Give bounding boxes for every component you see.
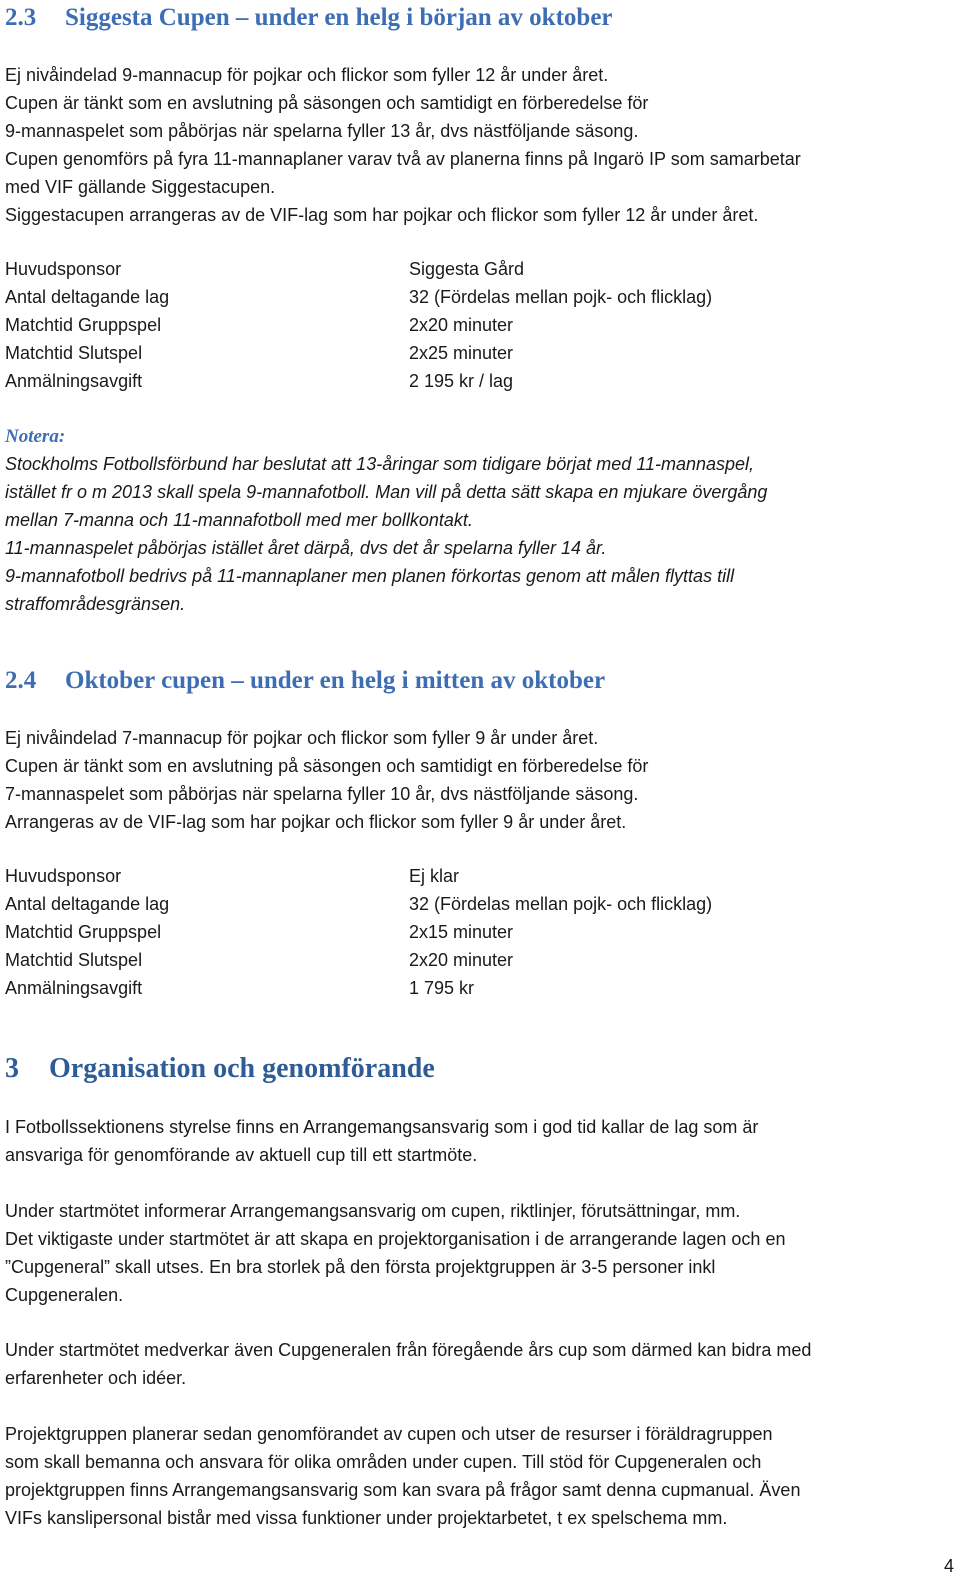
paragraph-line: projektgruppen finns Arrangemangsansvarig som kan svara på frågor samt denna cupmanual. Även	[5, 1480, 801, 1500]
fact-row	[5, 890, 945, 918]
sec24-intro	[5, 724, 648, 836]
note-line: 9-mannafotboll bedrivs på 11-mannaplaner men planen förkortas genom att målen flyttas till	[5, 566, 735, 586]
page-number: 4	[943, 1556, 954, 1576]
fact-label: Matchtid Gruppspel	[5, 922, 162, 942]
fact-value: 32 (Fördelas mellan pojk- och flicklag)	[409, 894, 713, 914]
sec23-intro	[5, 61, 801, 229]
sec23-facts	[5, 255, 945, 395]
fact-row	[5, 283, 945, 311]
heading-title: Siggesta Cupen – under en helg i början av oktober	[65, 4, 613, 31]
fact-label: Anmälningsavgift	[5, 978, 143, 998]
fact-row	[5, 339, 945, 367]
note-line: mellan 7-manna och 11-mannafotboll med mer bollkontakt.	[5, 510, 473, 530]
fact-row	[5, 367, 945, 395]
fact-value: 2x20 minuter	[409, 315, 514, 335]
note-line: Stockholms Fotbollsförbund har beslutat att 13-åringar som tidigare börjat med 11-mannaspel,	[5, 454, 755, 474]
fact-value: 2x20 minuter	[409, 950, 514, 970]
fact-label: Antal deltagande lag	[5, 894, 170, 914]
paragraph-line: Cupen är tänkt som en avslutning på säsongen och samtidigt en förberedelse för	[5, 93, 649, 113]
paragraph-line: Under startmötet informerar Arrangemangsansvarig om cupen, riktlinjer, förutsättningar, mm.	[5, 1201, 741, 1221]
note-line: 11-mannaspelet påbörjas istället året därpå, dvs det år spelarna fyller 14 år.	[5, 538, 607, 558]
paragraph-line: med VIF gällande Siggestacupen.	[5, 177, 276, 197]
fact-label: Anmälningsavgift	[5, 371, 143, 391]
fact-row	[5, 974, 945, 1002]
fact-value: 2x25 minuter	[409, 343, 514, 363]
heading-2-3	[5, 3, 613, 33]
paragraph-line: Det viktigaste under startmötet är att skapa en projektorganisation i de arrangerande lagen och en	[5, 1229, 786, 1249]
fact-value: 1 795 kr	[409, 978, 475, 998]
fact-label: Antal deltagande lag	[5, 287, 170, 307]
paragraph-line: Cupen är tänkt som en avslutning på säsongen och samtidigt en förberedelse för	[5, 756, 649, 776]
fact-row	[5, 862, 945, 890]
fact-row	[5, 918, 945, 946]
fact-label: Matchtid Slutspel	[5, 950, 143, 970]
heading-title: Oktober cupen – under en helg i mitten av oktober	[65, 667, 606, 694]
paragraph-line: Ej nivåindelad 7-mannacup för pojkar och flickor som fyller 9 år under året.	[5, 728, 599, 748]
sec3-paragraph-2	[5, 1197, 785, 1309]
paragraph-line: Ej nivåindelad 9-mannacup för pojkar och flickor som fyller 12 år under året.	[5, 65, 609, 85]
paragraph-line: I Fotbollssektionens styrelse finns en Arrangemangsansvarig som i god tid kallar de lag som är	[5, 1117, 759, 1137]
heading-title: Organisation och genomförande	[49, 1053, 435, 1084]
note-line: istället fr o m 2013 skall spela 9-mannafotboll. Man vill på detta sätt skapa en mjukare övergång	[5, 482, 768, 502]
paragraph-line: Siggestacupen arrangeras av de VIF-lag som har pojkar och flickor som fyller 12 år under året.	[5, 205, 759, 225]
paragraph-line: 9-mannaspelet som påbörjas när spelarna fyller 13 år, dvs nästföljande säsong.	[5, 121, 639, 141]
paragraph-line: erfarenheter och idéer.	[5, 1368, 187, 1388]
paragraph-line: 7-mannaspelet som påbörjas när spelarna fyller 10 år, dvs nästföljande säsong.	[5, 784, 639, 804]
fact-row	[5, 255, 945, 283]
heading-2-4	[5, 666, 605, 696]
fact-value: Ej klar	[409, 866, 460, 886]
paragraph-line: som skall bemanna och ansvara för olika områden under cupen. Till stöd för Cupgeneralen och	[5, 1452, 762, 1472]
heading-number: 3	[5, 1053, 19, 1084]
heading-3	[5, 1052, 435, 1086]
fact-label: Huvudsponsor	[5, 259, 122, 279]
paragraph-line: VIFs kanslipersonal bistår med vissa funktioner under projektarbetet, t ex spelschema mm.	[5, 1508, 728, 1528]
sec3-paragraph-3	[5, 1336, 811, 1392]
sec24-facts	[5, 862, 945, 1002]
heading-number: 2.4	[5, 667, 37, 694]
fact-row	[5, 311, 945, 339]
paragraph-line: ”Cupgeneral” skall utses. En bra storlek på den första projektgruppen är 3-5 personer inkl	[5, 1257, 716, 1277]
sec23-note	[5, 450, 767, 618]
note-label: Notera:	[5, 426, 66, 447]
fact-value: 2 195 kr / lag	[409, 371, 514, 391]
paragraph-line: Under startmötet medverkar även Cupgeneralen från föregående års cup som därmed kan bidra med	[5, 1340, 812, 1360]
fact-label: Huvudsponsor	[5, 866, 122, 886]
heading-number: 2.3	[5, 4, 37, 31]
fact-value: Siggesta Gård	[409, 259, 525, 279]
fact-value: 32 (Fördelas mellan pojk- och flicklag)	[409, 287, 713, 307]
sec3-paragraph-1	[5, 1113, 758, 1169]
sec3-paragraph-4	[5, 1420, 800, 1532]
paragraph-line: Cupgeneralen.	[5, 1285, 124, 1305]
fact-label: Matchtid Gruppspel	[5, 315, 162, 335]
paragraph-line: Cupen genomförs på fyra 11-mannaplaner varav två av planerna finns på Ingarö IP som samarbetar	[5, 149, 801, 169]
paragraph-line: Projektgruppen planerar sedan genomförandet av cupen och utser de resurser i föräldragruppen	[5, 1424, 773, 1444]
paragraph-line: ansvariga för genomförande av aktuell cup till ett startmöte.	[5, 1145, 478, 1165]
paragraph-line: Arrangeras av de VIF-lag som har pojkar och flickor som fyller 9 år under året.	[5, 812, 627, 832]
fact-value: 2x15 minuter	[409, 922, 514, 942]
note-line: straffområdesgränsen.	[5, 594, 186, 614]
fact-label: Matchtid Slutspel	[5, 343, 143, 363]
fact-row	[5, 946, 945, 974]
